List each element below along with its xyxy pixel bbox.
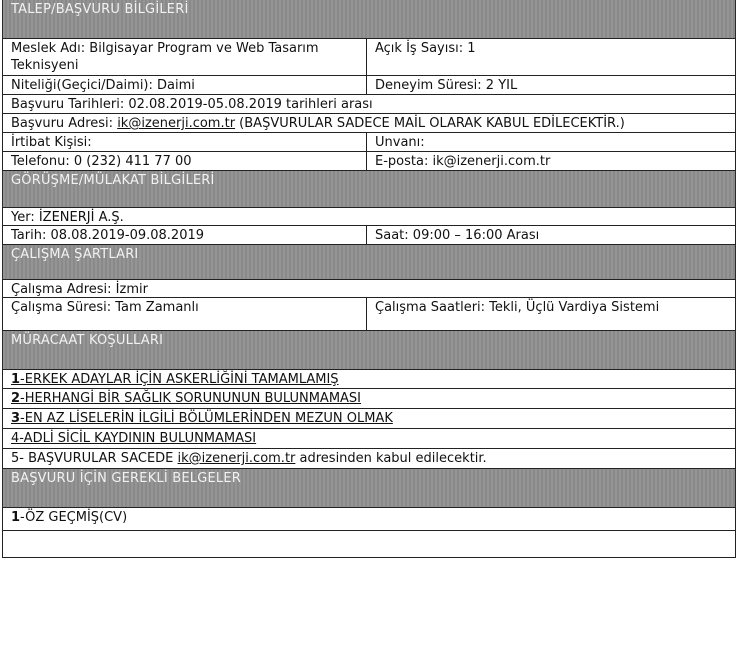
calisma-row-sure <box>2 298 736 331</box>
kosul-5-post: adresinden kabul edilecektir. <box>295 451 487 466</box>
kosul-row-5 <box>2 449 736 469</box>
belge-1 <box>3 508 735 530</box>
unvani: Unvanı: <box>366 133 735 151</box>
belge-row-blank <box>2 531 736 558</box>
belge-1-number: 1 <box>11 510 21 525</box>
section-header-gorusme <box>2 171 736 207</box>
gorusme-saat: Saat: 09:00 – 16:00 Arası <box>366 226 735 244</box>
belge-1-text: -ÖZ GEÇMİŞ(CV) <box>20 510 128 525</box>
gorusme-tarih: Tarih: 08.08.2019-09.08.2019 <box>11 228 205 243</box>
kosul-5-pre: 5- BAŞVURULAR SACEDE <box>11 451 178 466</box>
kosul-1 <box>3 370 735 388</box>
niteligi: Niteliği(Geçici/Daimi): Daimi <box>11 78 195 93</box>
adres-email-link[interactable]: ik@izenerji.com.tr <box>117 116 236 131</box>
gorusme-table <box>2 207 736 245</box>
kosul-3-text: -EN AZ LİSELERİN İLGİLİ BÖLÜMLERİNDEN MEZUN OLMAK <box>20 411 393 426</box>
section-title-calisma: ÇALIŞMA ŞARTLARI <box>11 247 139 262</box>
application-document <box>2 0 736 558</box>
kosul-row-3 <box>2 409 736 429</box>
acik-is-sayisi: Açık İş Sayısı: 1 <box>366 39 735 75</box>
deneyim-suresi: Deneyim Süresi: 2 YIL <box>366 76 735 94</box>
kosul-5 <box>3 449 735 468</box>
talep-row-nitelik <box>2 76 736 95</box>
kosul-1-text: -ERKEK ADAYLAR İÇİN ASKERLİĞİNİ TAMAMLAMIŞ <box>20 372 339 387</box>
e-posta: E-posta: ik@izenerji.com.tr <box>366 152 735 170</box>
section-title-muracaat: MÜRACAAT KOŞULLARI <box>11 333 164 348</box>
belge-blank-cell <box>3 531 735 557</box>
belgeler-table <box>2 507 736 558</box>
section-header-calisma <box>2 245 736 279</box>
section-title-belgeler: BAŞVURU İÇİN GEREKLİ BELGELER <box>11 471 241 486</box>
kosul-5-email-link[interactable]: ik@izenerji.com.tr <box>177 451 296 466</box>
kosul-row-2 <box>2 389 736 409</box>
basvuru-adresi <box>3 114 735 132</box>
muracaat-table <box>2 369 736 469</box>
calisma-row-adres <box>2 279 736 298</box>
gorusme-row-tarih <box>2 226 736 245</box>
calisma-table <box>2 279 736 331</box>
talep-row-tarihler <box>2 95 736 114</box>
talep-row-telefon <box>2 152 736 171</box>
calisma-adresi: Çalışma Adresi: İzmir <box>11 282 148 297</box>
gorusme-row-yer <box>2 207 736 226</box>
kosul-4: 4-ADLİ SİCİL KAYDININ BULUNMAMASI <box>11 431 257 446</box>
talep-row-irtibat <box>2 133 736 152</box>
talep-table <box>2 38 736 171</box>
adres-note: (BAŞVURULAR SADECE MAİL OLARAK KABUL EDİLECEKTİR.) <box>235 116 625 131</box>
calisma-suresi: Çalışma Süresi: Tam Zamanlı <box>11 300 199 315</box>
irtibat-kisisi: İrtibat Kişisi: <box>11 135 92 150</box>
talep-row-adres <box>2 114 736 133</box>
talep-row-meslek <box>2 38 736 76</box>
kosul-2 <box>3 389 735 408</box>
meslek-adi: Meslek Adı: Bilgisayar Program ve Web Tasarım Teknisyeni <box>11 41 319 73</box>
belge-row-1 <box>2 507 736 531</box>
section-header-muracaat <box>2 331 736 369</box>
telefonu: Telefonu: 0 (232) 411 77 00 <box>11 154 192 169</box>
kosul-2-number: 2 <box>11 391 21 406</box>
calisma-saatleri: Çalışma Saatleri: Tekli, Üçlü Vardiya Sistemi <box>366 298 735 330</box>
kosul-1-number: 1 <box>11 372 21 387</box>
kosul-3-number: 3 <box>11 411 21 426</box>
section-header-belgeler <box>2 469 736 507</box>
kosul-row-1 <box>2 369 736 389</box>
kosul-3 <box>3 409 735 428</box>
kosul-2-text: -HERHANGİ BİR SAĞLIK SORUNUNUN BULUNMAMASI <box>20 391 362 406</box>
basvuru-tarihleri: Başvuru Tarihleri: 02.08.2019-05.08.2019 tarihleri arası <box>11 97 373 112</box>
section-title-talep: TALEP/BAŞVURU BİLGİLERİ <box>11 2 189 17</box>
adres-label: Başvuru Adresi: <box>11 116 118 131</box>
section-title-gorusme: GÖRÜŞME/MÜLAKAT BİLGİLERİ <box>11 173 215 188</box>
kosul-row-4 <box>2 429 736 449</box>
gorusme-yer: Yer: İZENERJİ A.Ş. <box>11 210 124 225</box>
section-header-talep <box>2 0 736 38</box>
